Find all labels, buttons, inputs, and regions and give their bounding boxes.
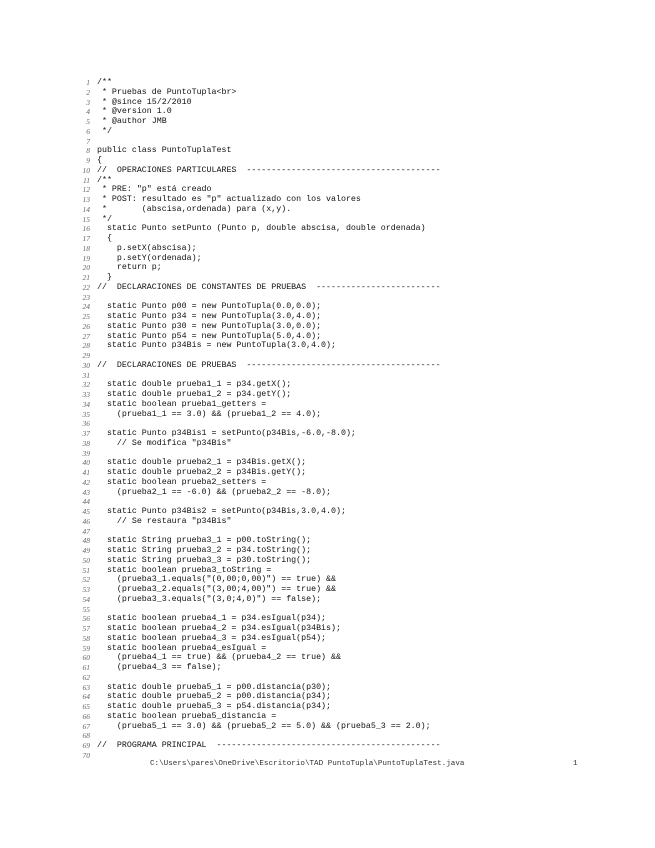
line-number: 58 [82,633,90,643]
line-number: 45 [82,507,90,516]
code-text: static double prueba1_1 = p34.getX(); [97,380,292,390]
line-number: 15 [82,214,90,224]
line-number: 8 [86,146,90,156]
line-number: 11 [83,175,90,185]
code-text: * @version 1.0 [97,107,172,117]
line-number: 56 [82,614,90,624]
code-text: static boolean prueba5_distancia = [97,711,277,721]
code-line [70,702,630,712]
code-line [70,107,630,117]
code-text: static double prueba2_2 = p34Bis.getY(); [97,468,307,477]
code-text: static Punto p34Bis = new PuntoTupla(3.0,4.0); [97,341,336,351]
line-number: 21 [82,273,90,282]
code-text: (prueba3_3.equals("(3,0;4,0)") == false); [97,594,322,604]
code-line [70,117,630,127]
code-line [70,400,630,410]
code-text: * @author JMB [97,117,167,126]
code-line [70,731,630,741]
code-line [70,312,630,322]
code-line [70,634,630,644]
code-text: static double prueba5_3 = p54.distancia(p34); [97,702,332,711]
code-line [70,673,630,683]
code-line [70,595,630,605]
line-number: 64 [82,692,90,702]
line-number: 39 [82,448,90,458]
code-text: * (abscisa,ordenada) para (x,y). [97,204,292,214]
code-text: } [97,273,112,282]
code-line [70,137,630,147]
code-text: static Punto p34Bis2 = setPunto(p34Bis,3.0,4.0); [97,507,346,516]
line-number: 70 [82,750,90,760]
code-line [70,98,630,108]
code-text: */ [97,126,112,136]
code-line [70,78,630,88]
line-number: 37 [82,429,90,438]
code-line [70,371,630,381]
code-text: static Punto p00 = new PuntoTupla(0.0,0.0); [97,302,322,312]
code-line [70,332,630,342]
line-number: 12 [82,185,90,195]
line-number: 61 [82,663,90,672]
code-line [70,692,630,702]
line-number: 20 [82,263,90,273]
line-number: 27 [82,331,90,341]
code-line [70,410,630,420]
code-line [70,302,630,312]
code-text: static String prueba3_2 = p34.toString(); [97,546,312,555]
code-text: return p; [97,263,162,273]
code-text: (prueba3_2.equals("(3,00;4,00)") == true) && [97,585,336,594]
code-text: static Punto p54 = new PuntoTupla(5.0,4.0); [97,331,322,341]
code-line [70,215,630,225]
code-text: * PRE: "p" está creado [97,185,212,195]
code-text: /** [97,78,112,87]
line-number: 35 [82,409,90,419]
code-text: static Punto setPunto (Punto p, double abscisa, double ordenada) [97,224,426,234]
code-text: /** [97,175,112,185]
code-text: static double prueba1_2 = p34.getY(); [97,390,292,399]
code-line [70,614,630,624]
code-text: * Pruebas de PuntoTupla<br> [97,87,237,97]
code-text: // OPERACIONES PARTICULARES --------------------------------------- [97,165,441,175]
line-number: 14 [82,204,90,214]
line-number: 13 [82,195,90,204]
code-text: { [97,156,102,165]
code-line [70,176,630,186]
code-text: static String prueba3_3 = p30.toString(); [97,555,312,565]
line-number: 29 [82,351,90,360]
line-number: 62 [82,672,90,682]
code-line [70,254,630,264]
code-line [70,351,630,361]
code-text: (prueba5_1 == 3.0) && (prueba5_2 == 5.0) && (prueba5_3 == 2.0); [97,721,431,731]
code-line [70,195,630,205]
code-text: (prueba3_1.equals("(0,00;0,00)") == true) && [97,575,336,585]
line-number: 9 [86,156,90,165]
code-text: (prueba2_1 == -6.0) && (prueba2_2 == -8.0); [97,487,332,497]
code-line [70,478,630,488]
line-number: 42 [82,477,90,487]
code-text: * @since 15/2/2010 [97,97,192,107]
code-line [70,322,630,332]
line-number: 41 [82,468,90,477]
line-number: 46 [82,516,90,526]
line-number: 48 [82,536,90,546]
line-number: 17 [82,234,90,243]
code-line [70,166,630,176]
code-text: static boolean prueba1_getters = [97,399,267,409]
line-number: 10 [82,165,90,175]
code-text: static boolean prueba4_1 = p34.esIgual(p34); [97,614,327,624]
code-line [70,283,630,293]
code-text: (prueba4_3 == false); [97,663,222,672]
code-line [70,527,630,537]
line-number: 54 [82,594,90,604]
code-text: static boolean prueba3_toString = [97,565,272,575]
code-text: // Se restaura "p34Bis" [97,516,232,526]
code-line [70,361,630,371]
line-number: 1 [86,78,90,87]
line-number: 28 [82,341,90,351]
line-number: 69 [82,741,90,750]
line-number: 4 [86,107,90,117]
code-line [70,605,630,615]
code-text: */ [97,214,112,224]
code-text: static boolean prueba4_2 = p34.esIgual(p34Bis); [97,624,341,633]
code-line [70,439,630,449]
line-number: 50 [82,555,90,565]
code-text: * POST: resultado es "p" actualizado con los valores [97,195,361,204]
code-line [70,380,630,390]
code-text: static boolean prueba4_3 = p34.esIgual(p54); [97,633,327,643]
line-number: 68 [82,731,90,741]
line-number: 47 [82,526,90,536]
code-text: static Punto p34 = new PuntoTupla(3.0,4.0); [97,312,322,321]
line-number: 67 [82,721,90,731]
code-line [70,624,630,634]
code-text: static double prueba2_1 = p34Bis.getX(); [97,458,307,468]
code-line [70,185,630,195]
code-text: // Se modifica "p34Bis" [97,438,232,448]
file-path-footer: C:\Users\pares\OneDrive\Escritorio\TAD PuntoTupla\PuntoTuplaTest.java [150,760,465,768]
line-number: 25 [82,312,90,321]
code-line [70,556,630,566]
line-number: 60 [82,653,90,663]
code-line [70,683,630,693]
code-text: static String prueba3_1 = p00.toString(); [97,536,312,546]
line-number: 32 [82,380,90,390]
line-number: 49 [82,546,90,555]
code-line [70,741,630,751]
code-text: public class PuntoTuplaTest [97,146,232,156]
line-number: 7 [86,136,90,146]
code-line [70,146,630,156]
line-number: 40 [82,458,90,468]
code-line [70,273,630,283]
line-number: 66 [82,711,90,721]
code-line [70,497,630,507]
line-number: 26 [82,321,90,331]
line-number: 36 [82,419,90,429]
code-text: p.setX(abscisa); [97,243,197,253]
line-number: 2 [86,87,90,97]
code-line [70,575,630,585]
code-line [70,449,630,459]
code-listing [70,78,630,761]
line-number: 44 [82,497,90,507]
line-number: 52 [82,575,90,585]
line-number: 19 [82,253,90,263]
code-line [70,341,630,351]
page-number: 1 [573,760,578,768]
code-text: // DECLARACIONES DE PRUEBAS --------------------------------------- [97,360,441,370]
code-text: { [97,234,112,243]
line-number: 30 [82,360,90,370]
line-number: 6 [86,126,90,136]
code-line [70,566,630,576]
code-line [70,517,630,527]
code-text: static Punto p30 = new PuntoTupla(3.0,0.0); [97,321,322,331]
code-line [70,468,630,478]
code-line [70,722,630,732]
line-number: 23 [82,292,90,302]
code-text: static Punto p34Bis1 = setPunto(p34Bis,-6.0,-8.0); [97,429,356,438]
code-text: static double prueba5_1 = p00.distancia(p30); [97,682,332,692]
code-text: // PROGRAMA PRINCIPAL --------------------------------------------- [97,741,441,750]
line-number: 65 [82,702,90,711]
code-line [70,458,630,468]
code-line [70,205,630,215]
code-line [70,585,630,595]
line-number: 55 [82,604,90,614]
line-number: 51 [82,565,90,575]
line-number: 43 [82,487,90,497]
code-line [70,293,630,303]
code-line [70,663,630,673]
line-number: 31 [82,370,90,380]
line-number: 38 [82,438,90,448]
code-text: static boolean prueba2_setters = [97,477,267,487]
line-number: 22 [82,282,90,292]
code-line [70,88,630,98]
line-number: 59 [82,643,90,653]
line-number: 16 [82,224,90,234]
line-number: 24 [82,302,90,312]
line-number: 63 [82,682,90,692]
code-line [70,546,630,556]
code-text: p.setY(ordenada); [97,253,202,263]
code-text: // DECLARACIONES DE CONSTANTES DE PRUEBAS ------------------------- [97,282,441,292]
code-line [70,156,630,166]
code-line [70,234,630,244]
code-text: (prueba4_1 == true) && (prueba4_2 == true) && [97,653,341,663]
code-line [70,224,630,234]
code-line [70,429,630,439]
code-line [70,653,630,663]
code-line [70,712,630,722]
line-number: 5 [86,117,90,126]
code-line [70,244,630,254]
code-text: static boolean prueba4_esIgual = [97,643,267,653]
code-line [70,390,630,400]
line-number: 33 [82,390,90,399]
line-number: 34 [82,399,90,409]
code-line [70,507,630,517]
code-text: (prueba1_1 == 3.0) && (prueba1_2 == 4.0); [97,409,322,419]
code-line [70,419,630,429]
code-line [70,536,630,546]
line-number: 57 [82,624,90,633]
code-line [70,263,630,273]
code-line [70,644,630,654]
code-line [70,488,630,498]
line-number: 53 [82,585,90,594]
code-line [70,127,630,137]
line-number: 18 [82,243,90,253]
code-text: static double prueba5_2 = p00.distancia(p34); [97,692,332,702]
line-number: 3 [86,97,90,107]
